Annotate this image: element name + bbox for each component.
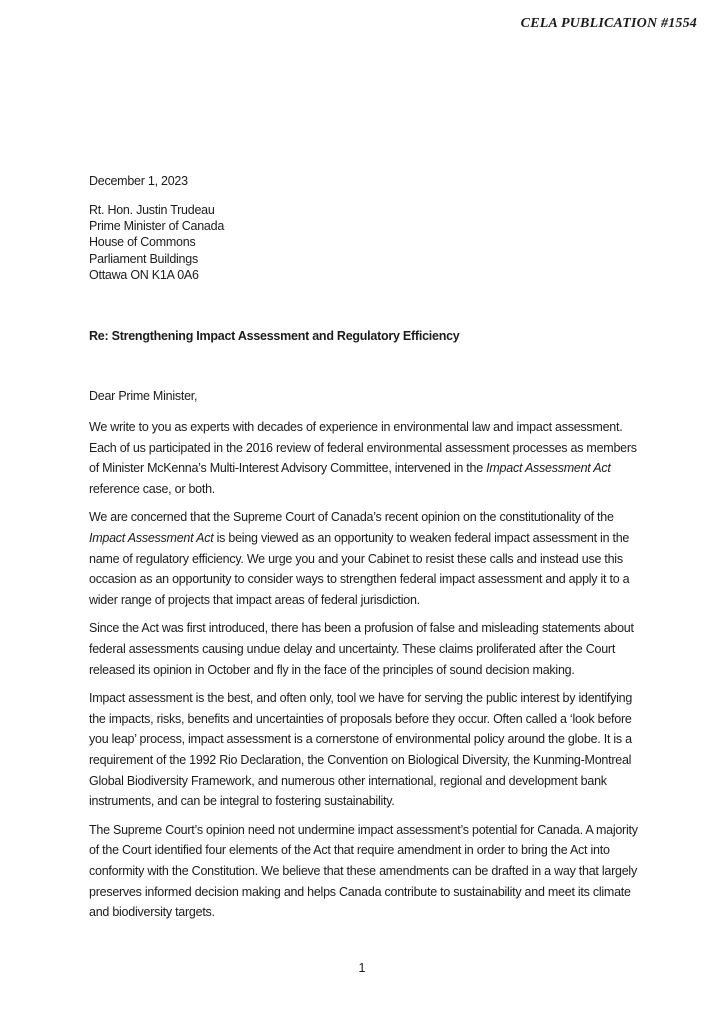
letter-paragraphs: [89, 417, 638, 923]
letter-body: [89, 0, 638, 923]
recipient-line: Prime Minister of Canada: [89, 219, 225, 234]
page-number: 1: [358, 961, 366, 975]
italic-text-run: Impact Assessment Act: [89, 531, 214, 546]
recipient-line: Ottawa ON K1A 0A6: [89, 267, 199, 282]
recipient-address: [89, 202, 638, 283]
body-paragraph: [89, 618, 638, 680]
text-run: The Supreme Court’s opinion need not undermine impact assessment’s potential for Canada. A majority of the Court identified four elements of the Act that require amendment in order to bring the Act into conformity with the Constitution. We believe that these amendments can be drafted in a way that largely preserves informed decision making and helps Canada contribute to sustainability and meet its climate and biodiversity targets.: [89, 822, 638, 920]
text-run: Impact assessment is the best, and often only, tool we have for serving the public interest by identifying the impacts, risks, benefits and uncertainties of proposals before they occur. Often called a ‘look before you leap’ process, impact assessment is a cornerstone of environmental policy around the globe. It is a requirement of the 1992 Rio Declaration, the Convention on Biological Diversity, the Kunming-Montreal Global Biodiversity Framework, and numerous other international, regional and development bank instruments, and can be integral to fostering sustainability.: [89, 690, 633, 809]
publication-header: CELA PUBLICATION #1554: [520, 16, 697, 31]
text-run: We write to you as experts with decades of experience in environmental law and impact assessment. Each of us participated in the 2016 review of federal environmental assessment processes as members of Minister McKenna’s Multi-Interest Advisory Committee, intervened in the: [89, 420, 637, 476]
text-run: reference case, or both.: [89, 482, 216, 497]
recipient-line: House of Commons: [89, 235, 196, 250]
salutation: Dear Prime Minister,: [89, 389, 198, 404]
text-run: is being viewed as an opportunity to weaken federal impact assessment in the name of regulatory efficiency. We urge you and your Cabinet to resist these calls and instead use this occasion as an opportunity to consider ways to strengthen federal impact assessment and apply it to a wider range of projects that impact areas of federal jurisdiction.: [89, 531, 630, 608]
body-paragraph: [89, 417, 638, 500]
italic-text-run: Impact Assessment Act: [486, 461, 611, 476]
body-paragraph: [89, 820, 638, 924]
subject-line: Re: Strengthening Impact Assessment and Regulatory Efficiency: [89, 329, 460, 344]
text-run: Since the Act was first introduced, there has been a profusion of false and misleading statements about federal assessments causing undue delay and uncertainty. These claims proliferated after the Court released its opinion in October and fly in the face of the principles of sound decision making.: [89, 621, 634, 677]
recipient-line: Rt. Hon. Justin Trudeau: [89, 203, 215, 217]
text-run: We are concerned that the Supreme Court of Canada’s recent opinion on the constitutionality of the: [89, 510, 614, 525]
date-line: December 1, 2023: [89, 174, 188, 188]
recipient-line: Parliament Buildings: [89, 251, 198, 266]
body-paragraph: [89, 688, 638, 812]
body-paragraph: [89, 507, 638, 611]
